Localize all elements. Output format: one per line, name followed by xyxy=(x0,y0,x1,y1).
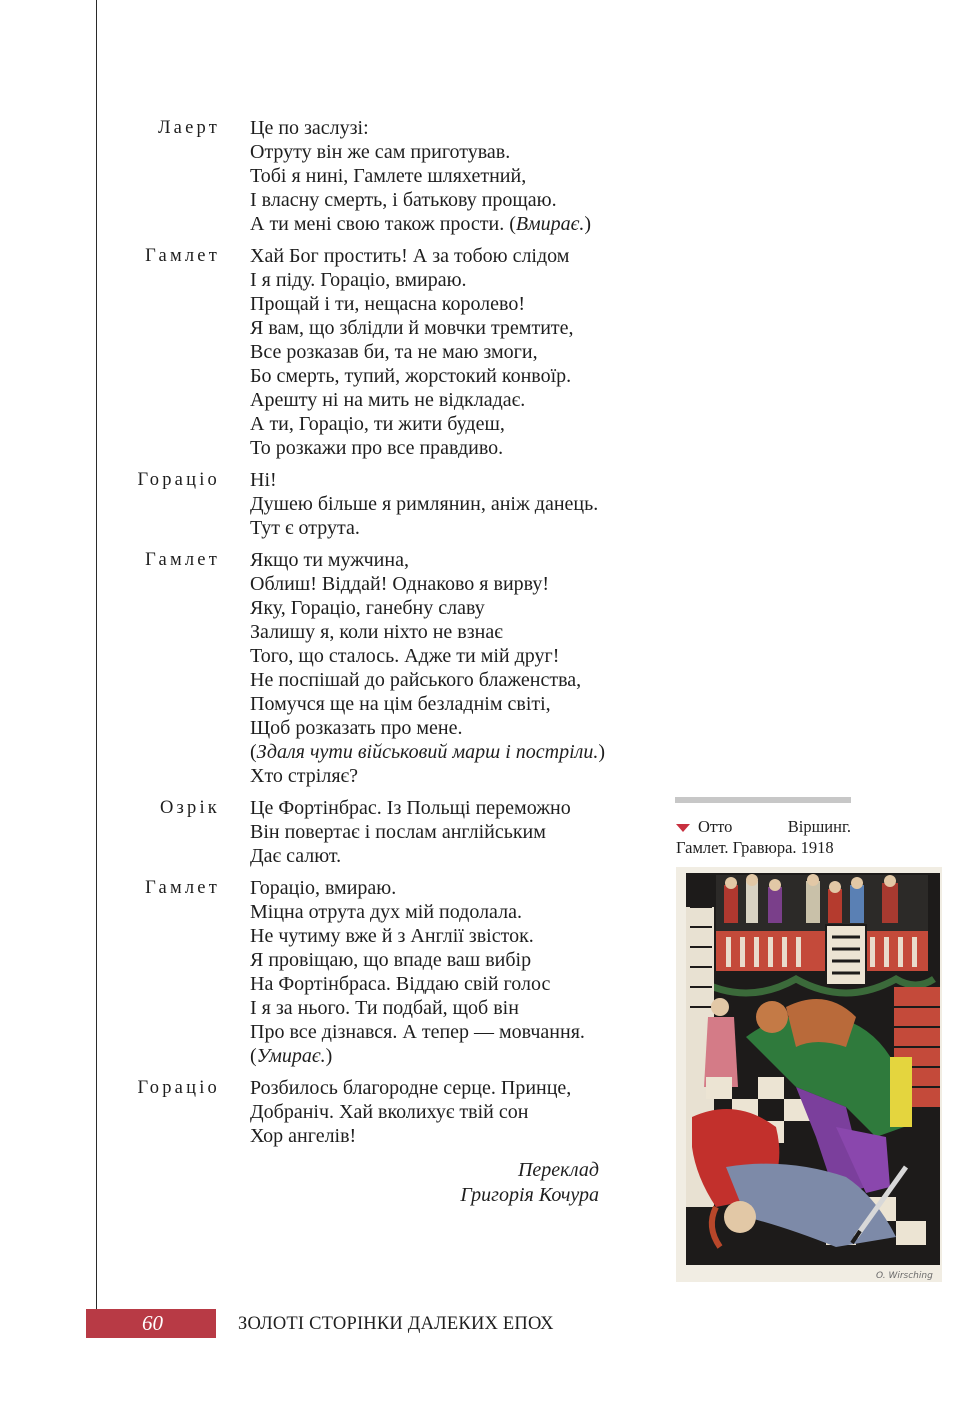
verse-text: Залишу я, коли ніхто не взнає xyxy=(250,621,503,643)
verse-text: Тут є отрута. xyxy=(250,517,360,539)
verse-text: Добраніч. Хай вколихує твій сон xyxy=(250,1101,529,1123)
dialogue-block xyxy=(0,796,660,868)
verse-line xyxy=(250,188,660,212)
verse-text: Помучся ще на цім безладнім світі, xyxy=(250,693,551,715)
verse-text: Облиш! Віддай! Однаково я вирву! xyxy=(250,573,550,595)
verse-text: Хай Бог простить! А за тобою слідом xyxy=(250,245,570,267)
block-spacer xyxy=(0,788,660,796)
verse-text: То розкажи про все правдиво. xyxy=(250,437,504,459)
verse-text: А ти, Гораціо, ти жити будеш, xyxy=(250,413,505,435)
verse-text: Арешту ні на мить не відкладає. xyxy=(250,389,526,411)
verse-text: Яку, Гораціо, ганебну славу xyxy=(250,597,485,619)
verse-line xyxy=(250,996,660,1020)
verse-text: Не поспішай до райського блаженства, xyxy=(250,669,582,691)
verse-line xyxy=(250,844,660,868)
verse-text: Міцна отрута дух мій подолала. xyxy=(250,901,522,923)
speech-lines xyxy=(250,244,660,460)
verse-text: Хто стріляє? xyxy=(250,765,358,787)
credit-line-1: Переклад xyxy=(517,1159,599,1181)
verse-text: Розбилось благородне серце. Принце, xyxy=(250,1077,572,1099)
block-spacer xyxy=(0,1068,660,1076)
hamlet-engraving xyxy=(676,867,942,1282)
speaker-name: Лаерт xyxy=(157,118,220,138)
verse-line xyxy=(250,468,660,492)
stage-direction: Умирає. xyxy=(256,1045,326,1067)
credit-line-2: Григорія Кочура xyxy=(460,1184,599,1206)
verse-line xyxy=(250,292,660,316)
verse-text: Про все дізнався. А тепер — мовчання. xyxy=(250,1021,585,1043)
verse-line xyxy=(250,140,660,164)
verse-text: Бо смерть, тупий, жорстокий конвоїр. xyxy=(250,365,572,387)
verse-text: Ні! xyxy=(250,469,277,491)
speaker-name: Озрік xyxy=(159,798,220,818)
caption-rule xyxy=(675,797,851,803)
verse-text: Це Фортінбрас. Із Польщі переможно xyxy=(250,797,571,819)
translation-credit xyxy=(460,1158,599,1208)
dialogue-block xyxy=(0,876,660,1068)
verse-line xyxy=(250,900,660,924)
verse-line xyxy=(250,1076,660,1100)
verse-line xyxy=(250,572,660,596)
block-spacer xyxy=(0,460,660,468)
verse-line xyxy=(250,764,660,788)
verse-text: Душею більше я римлянин, аніж данець. xyxy=(250,493,599,515)
verse-text: Я вам, що зблідли й мовчки тремтите, xyxy=(250,317,574,339)
verse-text-end: ) xyxy=(325,1045,333,1067)
dialogue-block xyxy=(0,244,660,460)
verse-text: Дає салют. xyxy=(250,845,342,867)
verse-text: ( xyxy=(250,1045,257,1067)
verse-line xyxy=(250,876,660,900)
speech-lines xyxy=(250,876,660,1068)
verse-text: Це по заслузі: xyxy=(250,117,369,139)
verse-text: Щоб розказать про мене. xyxy=(250,717,463,739)
play-text xyxy=(0,116,660,1148)
verse-line xyxy=(250,796,660,820)
dialogue-block xyxy=(0,116,660,236)
verse-text: Я провіщаю, що впаде ваш вибір xyxy=(250,949,532,971)
verse-line xyxy=(250,412,660,436)
verse-line xyxy=(250,644,660,668)
verse-line xyxy=(250,740,660,764)
speaker-name: Гораціо xyxy=(137,1078,220,1098)
verse-line xyxy=(250,268,660,292)
dialogue-block xyxy=(0,548,660,788)
verse-line xyxy=(250,620,660,644)
verse-line xyxy=(250,1124,660,1148)
verse-text: На Фортінбраса. Віддаю свій голос xyxy=(250,973,551,995)
verse-text: Тобі я нині, Гамлете шляхетний, xyxy=(250,165,527,187)
verse-line xyxy=(250,548,660,572)
verse-text: І власну смерть, і батькову прощаю. xyxy=(250,189,557,211)
speaker-name: Гамлет xyxy=(145,878,220,898)
book-section-title: ЗОЛОТІ СТОРІНКИ ДАЛЕКИХ ЕПОХ xyxy=(238,1314,554,1334)
illustration-caption xyxy=(676,816,851,858)
verse-text: А ти мені свою також прости. ( xyxy=(250,213,516,235)
verse-line xyxy=(250,492,660,516)
verse-line xyxy=(250,436,660,460)
verse-line xyxy=(250,972,660,996)
verse-line xyxy=(250,924,660,948)
verse-line xyxy=(250,340,660,364)
verse-text: І я за нього. Ти подбай, щоб він xyxy=(250,997,519,1019)
verse-line xyxy=(250,164,660,188)
speech-lines xyxy=(250,116,660,236)
verse-line xyxy=(250,364,660,388)
verse-line xyxy=(250,716,660,740)
caption-last-name: Віршинг. xyxy=(787,817,851,836)
verse-text: Якщо ти мужчина, xyxy=(250,549,409,571)
verse-line xyxy=(250,212,660,236)
speech-lines xyxy=(250,1076,660,1148)
caption-marker-icon xyxy=(676,824,690,832)
verse-text: Гораціо, вмираю. xyxy=(250,877,397,899)
verse-line xyxy=(250,692,660,716)
verse-text: Він повертає і послам англійським xyxy=(250,821,546,843)
caption-first-name: Отто xyxy=(698,817,733,836)
verse-line xyxy=(250,116,660,140)
speaker-name: Гораціо xyxy=(137,470,220,490)
verse-line xyxy=(250,948,660,972)
speaker-name: Гамлет xyxy=(145,550,220,570)
verse-line xyxy=(250,316,660,340)
verse-text: ( xyxy=(250,741,257,763)
verse-text: Отруту він же сам приготував. xyxy=(250,141,511,163)
dialogue-block xyxy=(0,1076,660,1148)
verse-text: І я піду. Гораціо, вмираю. xyxy=(250,269,467,291)
speech-lines xyxy=(250,548,660,788)
block-spacer xyxy=(0,868,660,876)
verse-line xyxy=(250,596,660,620)
verse-text: Не чутиму вже й з Англії звісток. xyxy=(250,925,534,947)
speech-lines xyxy=(250,796,660,868)
block-spacer xyxy=(0,236,660,244)
verse-text-end: ) xyxy=(598,741,606,763)
verse-line xyxy=(250,1020,660,1044)
page-number: 60 xyxy=(142,1311,163,1335)
verse-line xyxy=(250,668,660,692)
stage-direction: Вмирає. xyxy=(515,213,585,235)
block-spacer xyxy=(0,540,660,548)
verse-line xyxy=(250,1100,660,1124)
verse-line xyxy=(250,388,660,412)
speaker-name: Гамлет xyxy=(145,246,220,266)
verse-line xyxy=(250,820,660,844)
verse-text: Того, що сталось. Адже ти мій друг! xyxy=(250,645,560,667)
dialogue-block xyxy=(0,468,660,540)
verse-line xyxy=(250,1044,660,1068)
verse-text: Хор ангелів! xyxy=(250,1125,357,1147)
verse-text-end: ) xyxy=(584,213,591,235)
verse-line xyxy=(250,516,660,540)
verse-text: Прощай і ти, нещасна королево! xyxy=(250,293,525,315)
verse-text: Все розказав би, та не маю змоги, xyxy=(250,341,538,363)
speech-lines xyxy=(250,468,660,540)
stage-direction: Здаля чути військовий марш і постріли. xyxy=(256,741,599,763)
caption-title: Гамлет. Гравюра. 1918 xyxy=(676,838,834,857)
engraving-signature: O. Wirsching xyxy=(876,1271,933,1281)
verse-line xyxy=(250,244,660,268)
